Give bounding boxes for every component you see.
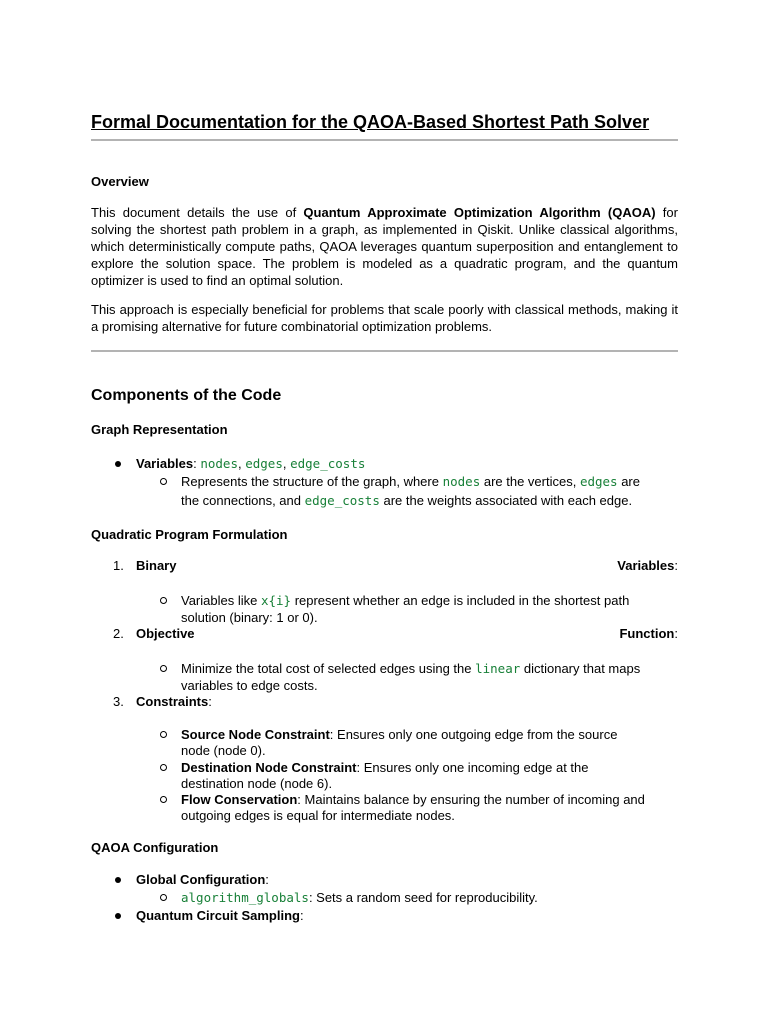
graph-representation-heading: Graph Representation — [91, 422, 228, 437]
variables-item: Variables: nodes, edges, edge_costs — [136, 456, 366, 471]
bullet-circle-icon — [160, 894, 167, 901]
destination-node-constraint-line-2: destination node (node 6). — [181, 776, 333, 791]
bullet-circle-icon — [160, 665, 167, 672]
section-divider — [91, 350, 678, 352]
overview-paragraph-2: This approach is especially beneficial for problems that scale poorly with classical methods, making it a promising alternative for future combinatorial optimization problems. — [91, 302, 678, 334]
list-number: 1. — [113, 558, 124, 573]
bullet-circle-icon — [160, 731, 167, 738]
list-number: 3. — [113, 694, 124, 709]
variables-description-line-2: the connections, and edge_costs are the weights associated with each edge. — [181, 493, 633, 508]
overview-paragraph-1: This document details the use of Quantum Approximate Optimization Algorithm (QAOA) for solving the shortest path problem in a graph, as implemented in Qiskit. Unlike classical algorithms, which deterministically compute paths, QAOA leverages quantum superposition and entanglement to explore the solution space. The problem is modeled as a quadratic program, and the quantum optimizer is used to find an optimal solution. — [91, 205, 678, 288]
objective-function-item: Objective Function: — [136, 626, 678, 641]
overview-heading: Overview — [91, 174, 149, 189]
components-heading: Components of the Code — [91, 387, 282, 404]
binary-variables-description: Variables like x{i} represent whether an edge is included in the shortest path — [181, 593, 630, 608]
bullet-circle-icon — [160, 597, 167, 604]
objective-function-description: Minimize the total cost of selected edges using the linear dictionary that maps — [181, 661, 641, 676]
variables-description: Represents the structure of the graph, where nodes are the vertices, edges are — [181, 474, 640, 489]
bullet-dot-icon — [115, 913, 121, 919]
title-divider — [91, 139, 678, 141]
source-node-constraint-line-2: node (node 0). — [181, 743, 266, 758]
bullet-circle-icon — [160, 764, 167, 771]
global-configuration-description: algorithm_globals: Sets a random seed for reproducibility. — [181, 890, 538, 905]
constraints-item: Constraints: — [136, 694, 212, 709]
binary-variables-item: Binary Variables: — [136, 558, 678, 573]
bullet-dot-icon — [115, 461, 121, 467]
bullet-dot-icon — [115, 877, 121, 883]
list-number: 2. — [113, 626, 124, 641]
bullet-circle-icon — [160, 796, 167, 803]
global-configuration-item: Global Configuration: — [136, 872, 269, 887]
objective-function-description-line-2: variables to edge costs. — [181, 678, 318, 693]
flow-conservation-constraint: Flow Conservation: Maintains balance by ensuring the number of incoming and — [181, 792, 645, 807]
qaoa-configuration-heading: QAOA Configuration — [91, 840, 219, 855]
destination-node-constraint: Destination Node Constraint: Ensures only one incoming edge at the — [181, 760, 589, 775]
page-title: Formal Documentation for the QAOA-Based Shortest Path Solver — [91, 112, 650, 132]
bullet-circle-icon — [160, 478, 167, 485]
binary-variables-description-line-2: solution (binary: 1 or 0). — [181, 610, 318, 625]
quantum-circuit-sampling-item: Quantum Circuit Sampling: — [136, 908, 304, 923]
flow-conservation-constraint-line-2: outgoing edges is equal for intermediate nodes. — [181, 808, 455, 823]
source-node-constraint: Source Node Constraint: Ensures only one outgoing edge from the source — [181, 727, 618, 742]
quadratic-program-heading: Quadratic Program Formulation — [91, 527, 288, 542]
